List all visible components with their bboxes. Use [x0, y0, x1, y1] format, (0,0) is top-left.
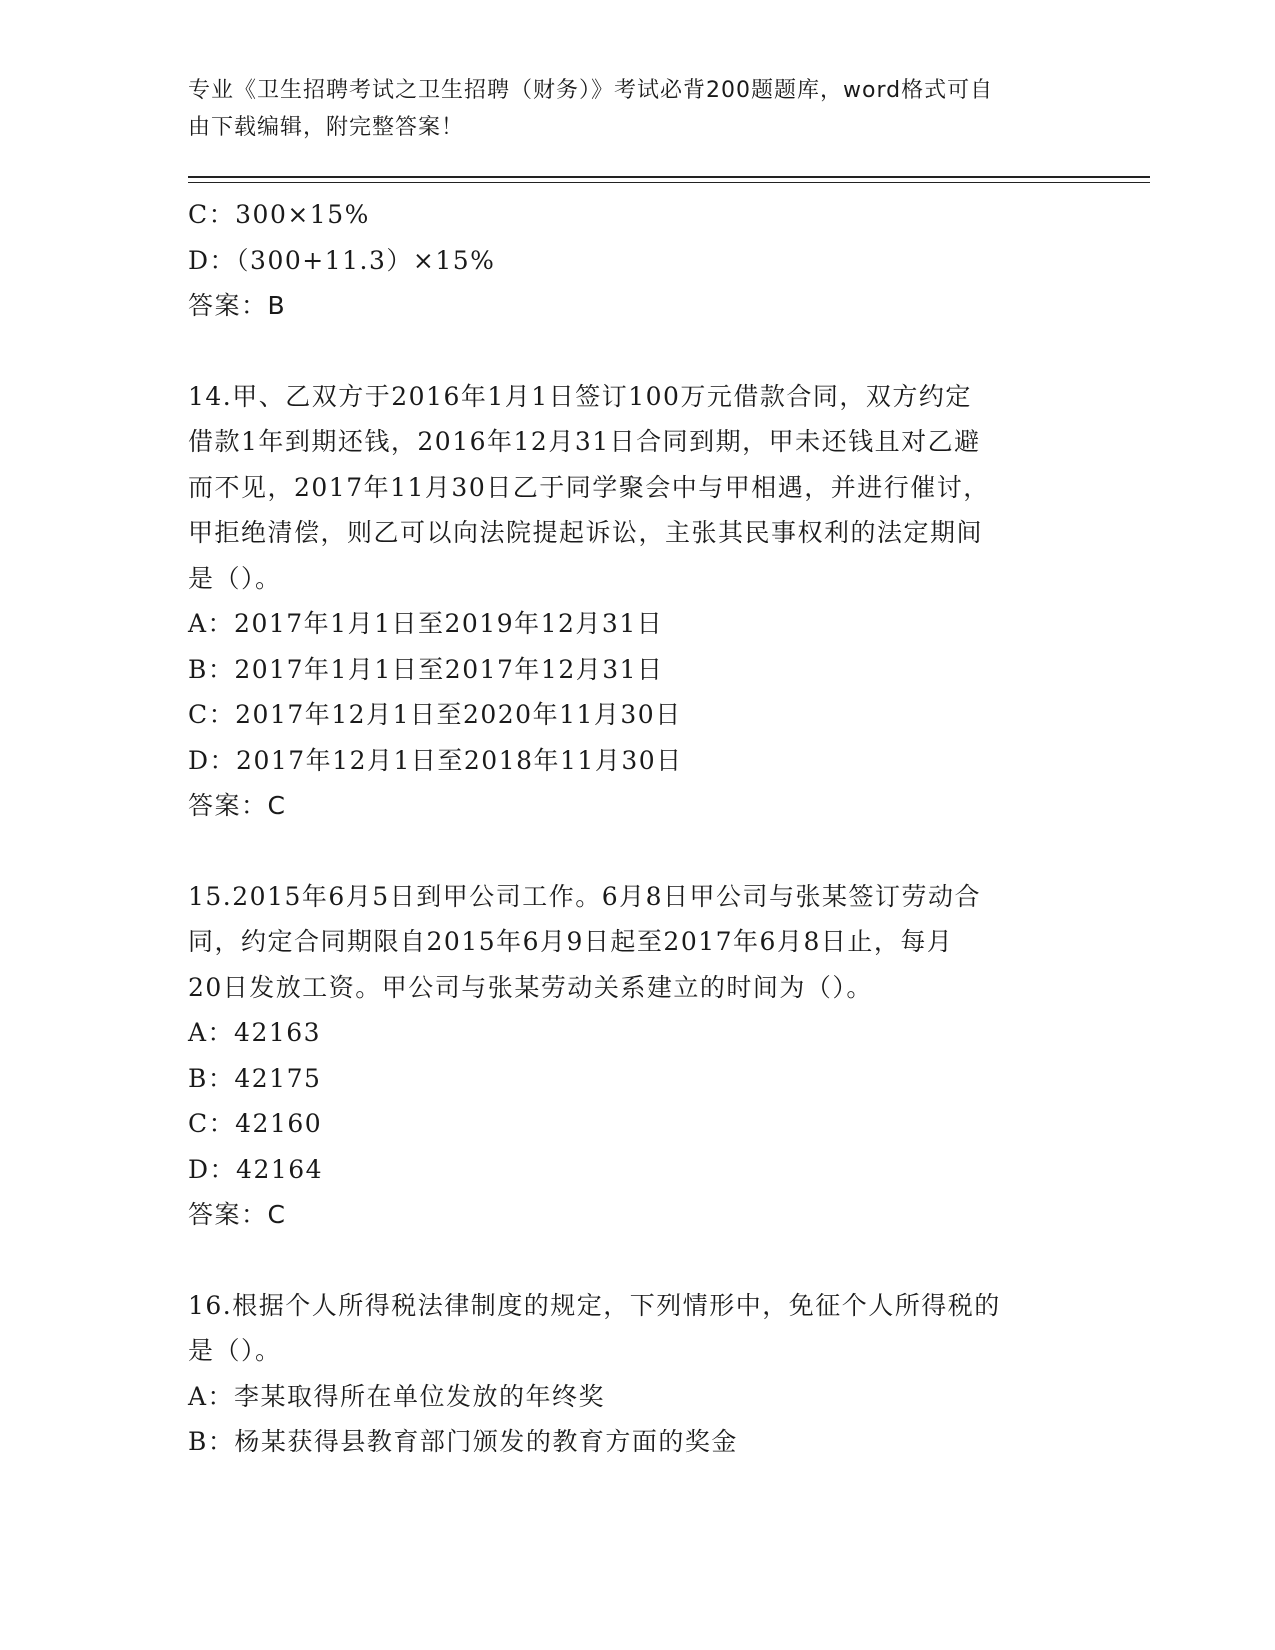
- option-b: B：42175: [188, 1063, 322, 1093]
- header-line-1: 专业《卫生招聘考试之卫生招聘（财务）》考试必背200题题库，word格式可自: [188, 78, 994, 103]
- answer-line: 答案：C: [188, 1200, 287, 1229]
- option-b: B：杨某获得县教育部门颁发的教育方面的奖金: [188, 1427, 738, 1456]
- question-text-line: 是（）。: [188, 1336, 282, 1365]
- question-text-line: 同，约定合同期限自2015年6月9日起至2017年6月8日止，每月: [188, 927, 954, 956]
- question-text-line: 借款1年到期还钱，2016年12月31日合同到期，甲未还钱且对乙避: [188, 427, 981, 456]
- option-a: A：2017年1月1日至2019年12月31日: [188, 609, 664, 638]
- header-line-2: 由下载编辑，附完整答案！: [188, 115, 465, 140]
- option-b: B：2017年1月1日至2017年12月31日: [188, 654, 664, 684]
- option-c: C：300×15%: [188, 200, 370, 229]
- document-body: [188, 192, 1088, 1465]
- question-text-line: 14.甲、乙双方于2016年1月1日签订100万元借款合同，双方约定: [188, 381, 972, 411]
- header-divider-thick: [188, 176, 1150, 178]
- question-15: [188, 874, 1088, 1238]
- question-text-line: 15.2015年6月5日到甲公司工作。6月8日甲公司与张某签订劳动合: [188, 881, 982, 911]
- option-d: D：（300+11.3）×15%: [188, 245, 496, 275]
- question-14: [188, 374, 1088, 829]
- question-text-line: 甲拒绝清偿，则乙可以向法院提起诉讼，主张其民事权利的法定期间: [188, 518, 984, 547]
- option-a: A：42163: [188, 1018, 322, 1047]
- option-d: D：42164: [188, 1154, 324, 1184]
- spacer: [188, 1238, 1088, 1283]
- question-text-line: 16.根据个人所得税法律制度的规定，下列情形中，免征个人所得税的: [188, 1290, 1001, 1320]
- option-a: A：李某取得所在单位发放的年终奖: [188, 1381, 606, 1411]
- answer-line: 答案：B: [188, 291, 287, 320]
- question-text-line: 是（）。: [188, 563, 282, 593]
- question-16: [188, 1283, 1088, 1465]
- header-divider-thin: [188, 182, 1150, 183]
- spacer: [188, 329, 1088, 374]
- option-d: D：2017年12月1日至2018年11月30日: [188, 745, 683, 775]
- answer-line: 答案：C: [188, 791, 287, 820]
- question-13-tail: [188, 192, 1088, 329]
- question-text-line: 20日发放工资。甲公司与张某劳动关系建立的时间为（）。: [188, 972, 873, 1002]
- option-c: C：2017年12月1日至2020年11月30日: [188, 700, 682, 729]
- option-c: C：42160: [188, 1109, 323, 1138]
- document-header: [188, 72, 1068, 146]
- question-text-line: 而不见，2017年11月30日乙于同学聚会中与甲相遇，并进行催讨，: [188, 472, 990, 502]
- spacer: [188, 829, 1088, 874]
